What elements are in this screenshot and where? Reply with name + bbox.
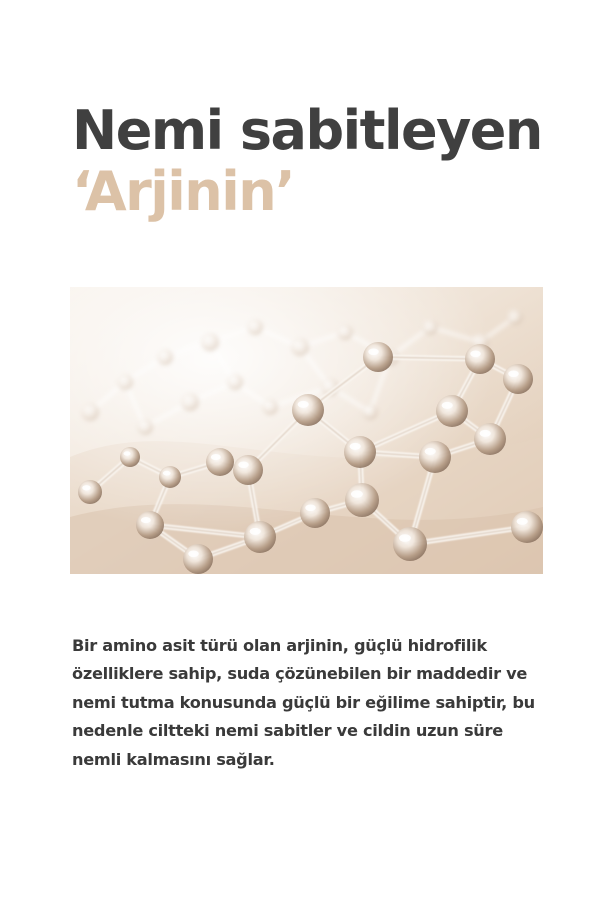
atom-highlight xyxy=(350,443,361,450)
atom-highlight xyxy=(470,350,481,357)
atom-highlight xyxy=(163,471,171,476)
atom-highlight xyxy=(124,451,131,455)
atom-back xyxy=(337,324,353,340)
atom-highlight xyxy=(351,490,363,497)
atom-front xyxy=(503,364,533,394)
atom-back xyxy=(291,338,309,356)
atom-highlight xyxy=(211,454,221,460)
atom-highlight xyxy=(250,528,261,535)
body-paragraph: Bir amino asit türü olan arjinin, güçlü hidrofilik özelliklere sahip, suda çözünebilen bir maddedir ve nemi tutma konusunda güçlü bir eğilime sahiptir, bu nedenle ciltteki nemi sabitler ve cildin uzun süre nemli kalmasını sağlar. xyxy=(72,636,535,769)
atom-front xyxy=(344,436,376,468)
atom-back xyxy=(262,399,278,415)
atom-front xyxy=(292,394,324,426)
atom-back xyxy=(362,404,378,420)
atom-front xyxy=(244,521,276,553)
atom-highlight xyxy=(298,401,309,408)
atom-highlight xyxy=(141,517,151,523)
atom-highlight xyxy=(442,402,453,409)
atom-front xyxy=(233,455,263,485)
title-line-accent: ‘Arjinin’ xyxy=(72,160,295,223)
atom-back xyxy=(507,309,523,325)
atom-back xyxy=(247,319,263,335)
atom-front xyxy=(419,441,451,473)
molecule-network-image xyxy=(70,287,543,574)
atom-front xyxy=(120,447,140,467)
atom-highlight xyxy=(305,504,316,511)
atom-back xyxy=(117,374,133,390)
atom-highlight xyxy=(82,485,90,490)
atom-front xyxy=(363,342,393,372)
atom-back xyxy=(81,403,99,421)
atom-highlight xyxy=(368,348,379,355)
atom-highlight xyxy=(188,550,199,557)
page-title xyxy=(72,100,592,222)
atom-highlight xyxy=(517,518,528,525)
atom-highlight xyxy=(399,534,411,541)
atom-front xyxy=(345,483,379,517)
atom-front xyxy=(206,448,234,476)
atom-back xyxy=(181,393,199,411)
atom-front xyxy=(136,511,164,539)
atom-front xyxy=(393,527,427,561)
atom-back xyxy=(201,333,219,351)
atom-front xyxy=(474,423,506,455)
atom-back xyxy=(137,419,153,435)
atom-front xyxy=(465,344,495,374)
title-line-primary: Nemi sabitleyen xyxy=(72,99,542,162)
atom-highlight xyxy=(238,461,249,468)
atom-back xyxy=(227,374,243,390)
atom-front xyxy=(436,395,468,427)
atom-highlight xyxy=(480,430,491,437)
atom-front xyxy=(183,544,213,574)
atom-front xyxy=(78,480,102,504)
atom-front xyxy=(511,511,543,543)
atom-front xyxy=(159,466,181,488)
atom-front xyxy=(300,498,330,528)
atom-highlight xyxy=(425,448,436,455)
atom-back xyxy=(422,319,438,335)
atom-highlight xyxy=(508,370,519,377)
atom-back xyxy=(157,349,173,365)
